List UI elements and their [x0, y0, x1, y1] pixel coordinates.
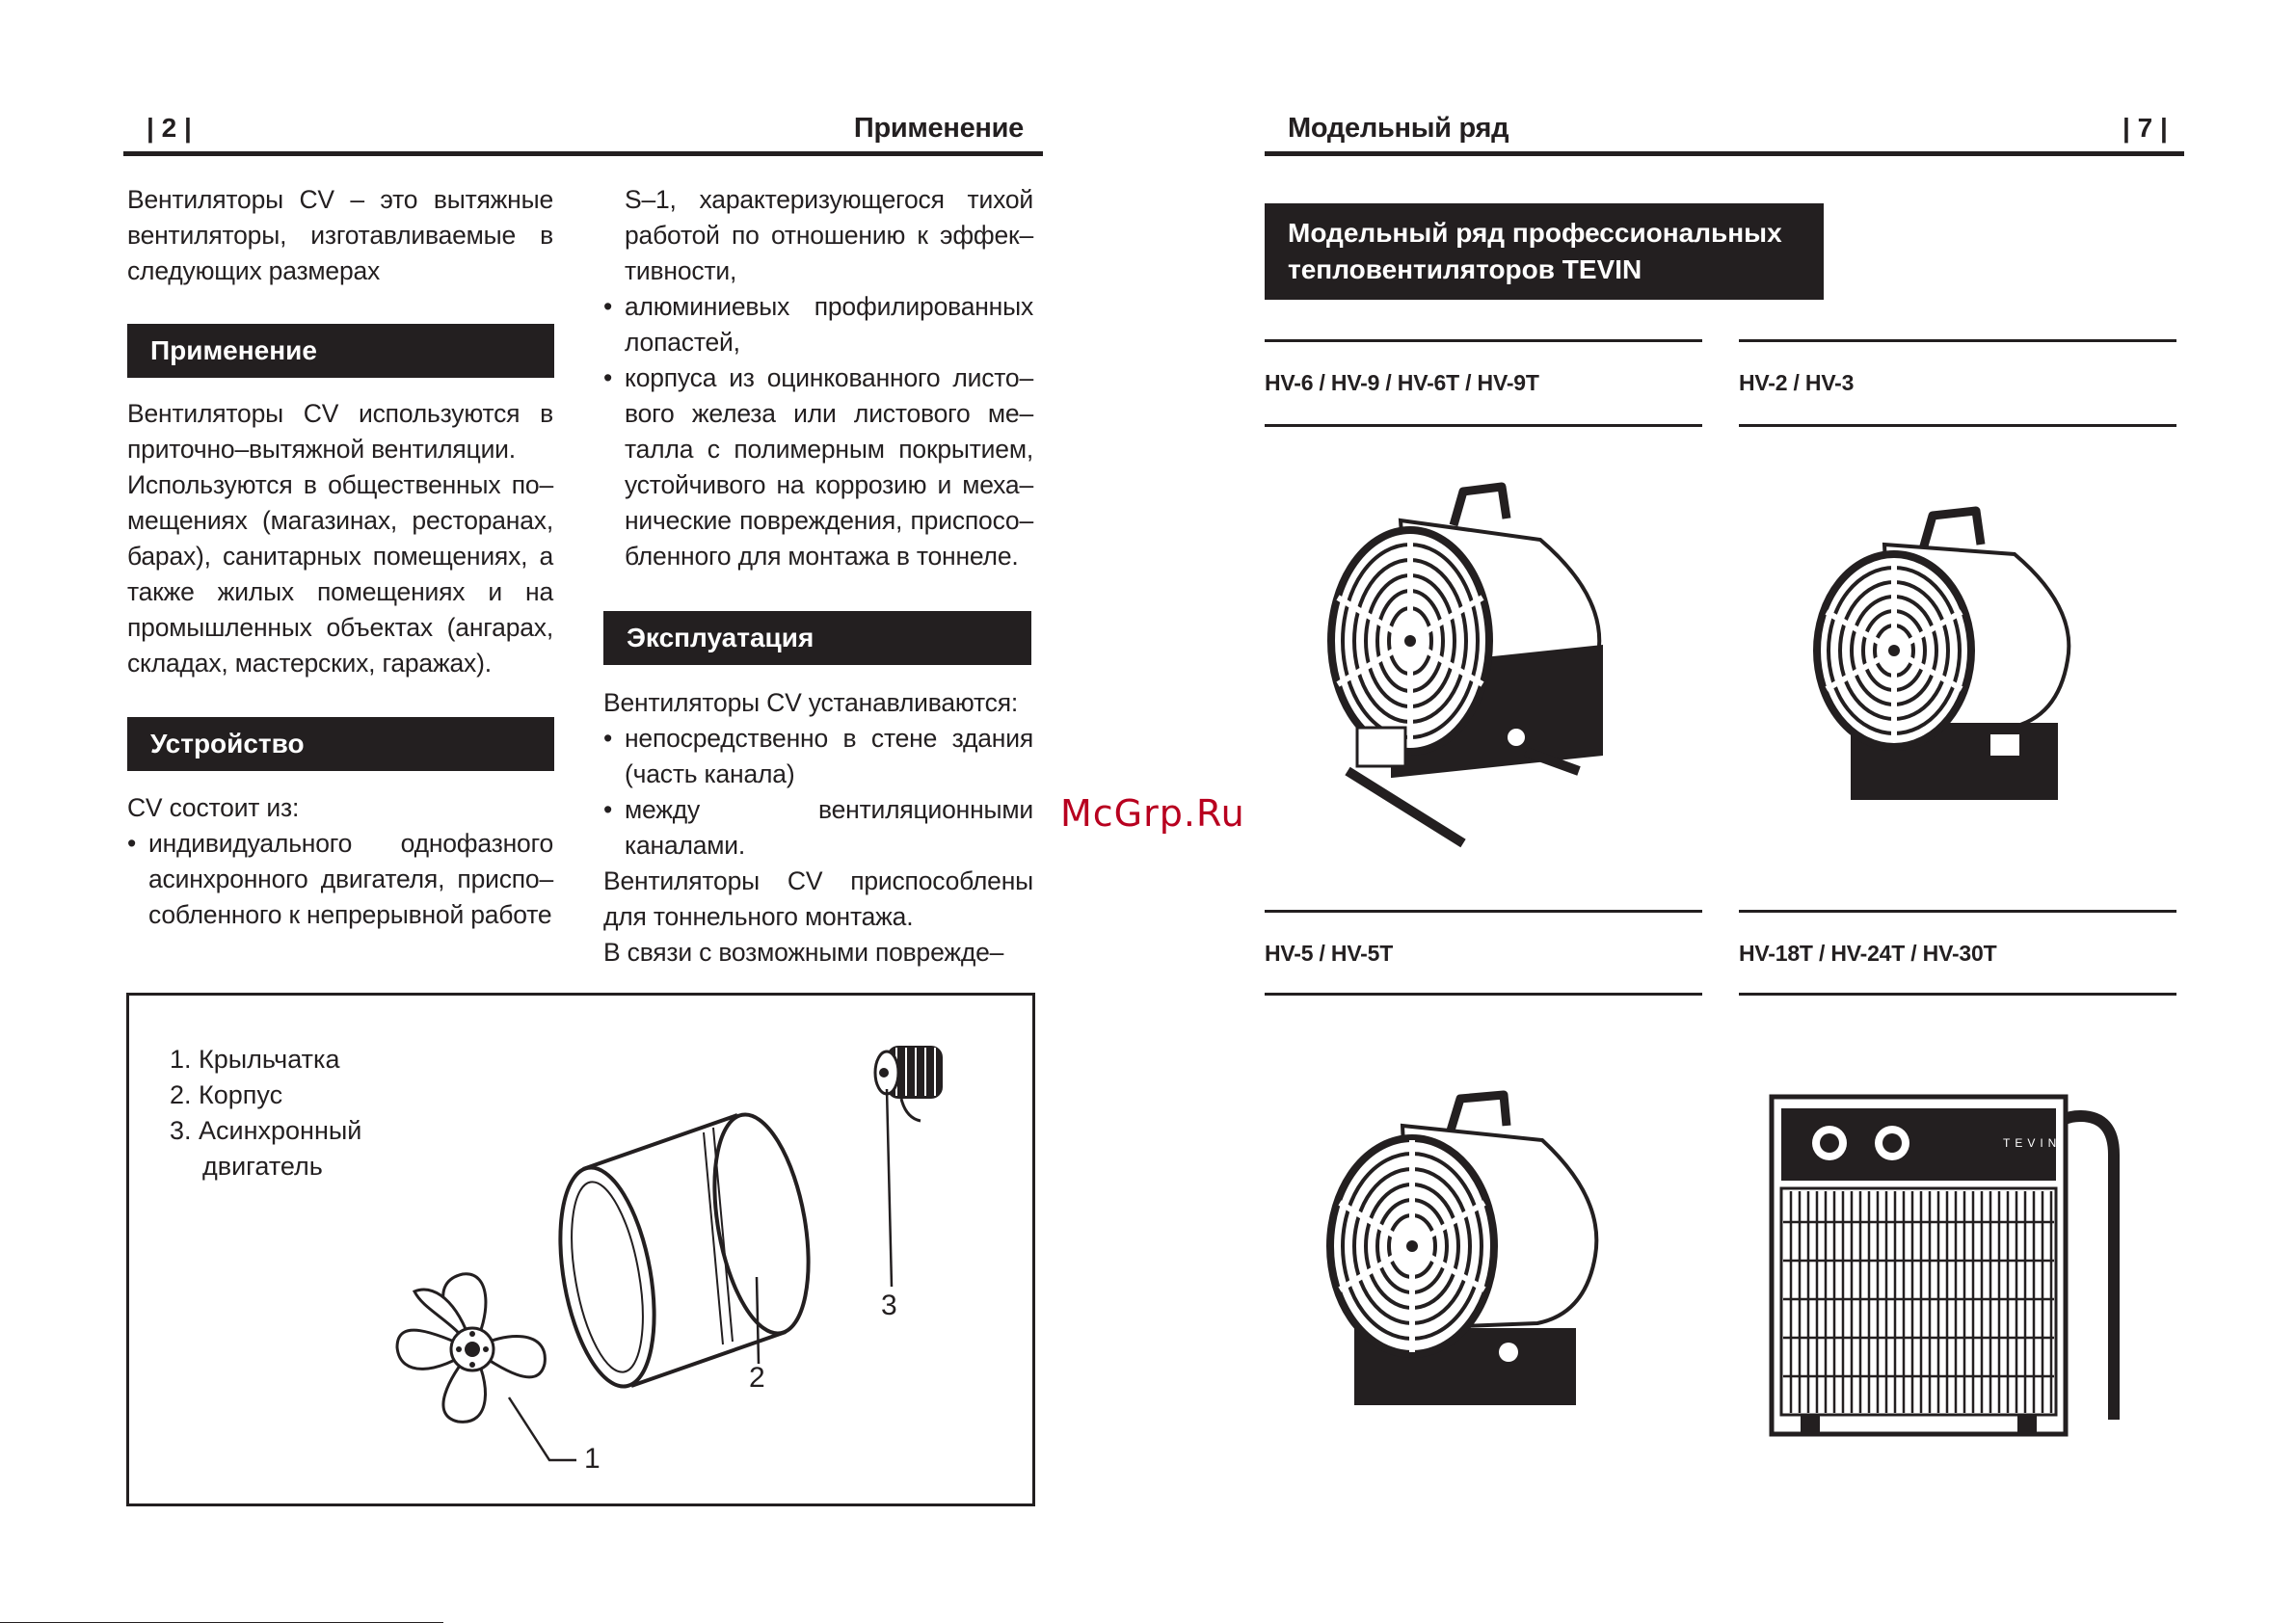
device-brand-label: TEVIN — [2003, 1136, 2062, 1150]
round-fan-heater-small-icon — [1802, 501, 2082, 810]
left-page-number: | 2 | — [147, 113, 192, 143]
model-range-banner — [1265, 203, 1824, 300]
device-bullet-3: • корпуса из оцинкованного листо–вого железа или листового ме–талла с полимерным покрытием, устойчивого на коррозию и меха–нические повреждения, приспосо–бленного для монтажа в тоннеле. — [603, 360, 1033, 574]
section-heading-device-text: Устройство — [150, 729, 305, 758]
watermark: McGrp.Ru — [1060, 792, 1245, 835]
device-bullet-2: • алюминиевых профилированных лопастей, — [603, 289, 1033, 360]
device-intro: CV состоит из: — [127, 793, 300, 822]
callout-1: 1 — [584, 1443, 601, 1475]
callout-3: 3 — [881, 1290, 897, 1321]
model-3-label: HV-5 / HV-5T — [1265, 941, 1394, 966]
operation-bullet-2: • между вентиляционными каналами. — [603, 792, 1033, 864]
box-heater-with-handle-icon — [1762, 1087, 2128, 1463]
model-2-bottom-rule — [1739, 424, 2176, 427]
operation-intro: Вентиляторы CV устанавливаются: — [603, 688, 1019, 717]
model-1-label: HV-6 / HV-9 / HV-6T / HV-9T — [1265, 370, 1539, 395]
model-1-top-rule — [1265, 339, 1702, 342]
legend-item-2: 2. Корпус — [170, 1080, 283, 1109]
operation-paragraph-2: В связи с возможными поврежде– — [603, 938, 1004, 967]
application-paragraph-1: Вентиляторы CV используются в приточно–вытяжной вентиляции. — [127, 399, 553, 464]
model-4-label: HV-18T / HV-24T / HV-30T — [1739, 941, 1997, 966]
round-fan-heater-medium-icon — [1316, 1087, 1605, 1415]
operation-bullet-1: • непосредственно в стене здания (часть канала) — [603, 721, 1033, 792]
model-range-banner-line-1: Модельный ряд профессиональных — [1288, 218, 1782, 248]
intro-paragraph: Вентиляторы CV – это вытяжные вентиляторы, изготавливаемые в следующих размерах — [127, 185, 553, 285]
application-paragraph-2: Используются в общественных по–мещениях (магазинах, ресторанах, барах), санитарных помещениях, а также жилых помещениях и на промышленных объектах (ангарах, складах, мастерских, гаражах). — [127, 470, 553, 678]
continuation-paragraph: S–1, характеризующегося тихой работой по отношению к эффек–тивности, — [625, 185, 1033, 285]
model-3-bottom-rule — [1265, 993, 1702, 996]
right-header-rule — [1265, 151, 2184, 156]
legend-item-3-cont: двигатель — [202, 1152, 323, 1181]
model-2-label: HV-2 / HV-3 — [1739, 370, 1855, 395]
legend-item-1: 1. Крыльчатка — [170, 1045, 340, 1074]
left-header-title: Применение — [853, 113, 1024, 144]
model-range-banner-line-2: тепловентиляторов TEVIN — [1288, 254, 1642, 284]
model-2-top-rule — [1739, 339, 2176, 342]
operation-paragraph-1: Вентиляторы CV приспособлены для тоннельного монтажа. — [603, 866, 1033, 931]
model-3-top-rule — [1265, 910, 1702, 913]
model-4-bottom-rule — [1739, 993, 2176, 996]
callout-2: 2 — [749, 1362, 765, 1394]
model-1-bottom-rule — [1265, 424, 1702, 427]
device-bullet-1: • индивидуального однофазного асинхронного двигателя, приспо–собленного к непрерывной работе — [127, 826, 553, 933]
model-4-top-rule — [1739, 910, 2176, 913]
right-header-title: Модельный ряд — [1288, 113, 1509, 144]
right-page-number: | 7 | — [2122, 113, 2168, 143]
section-heading-operation-text: Эксплуатация — [627, 623, 814, 652]
legend-item-3: 3. Асинхронный — [170, 1116, 362, 1145]
section-heading-application-text: Применение — [150, 335, 317, 365]
round-fan-heater-on-stand-icon — [1319, 482, 1608, 848]
